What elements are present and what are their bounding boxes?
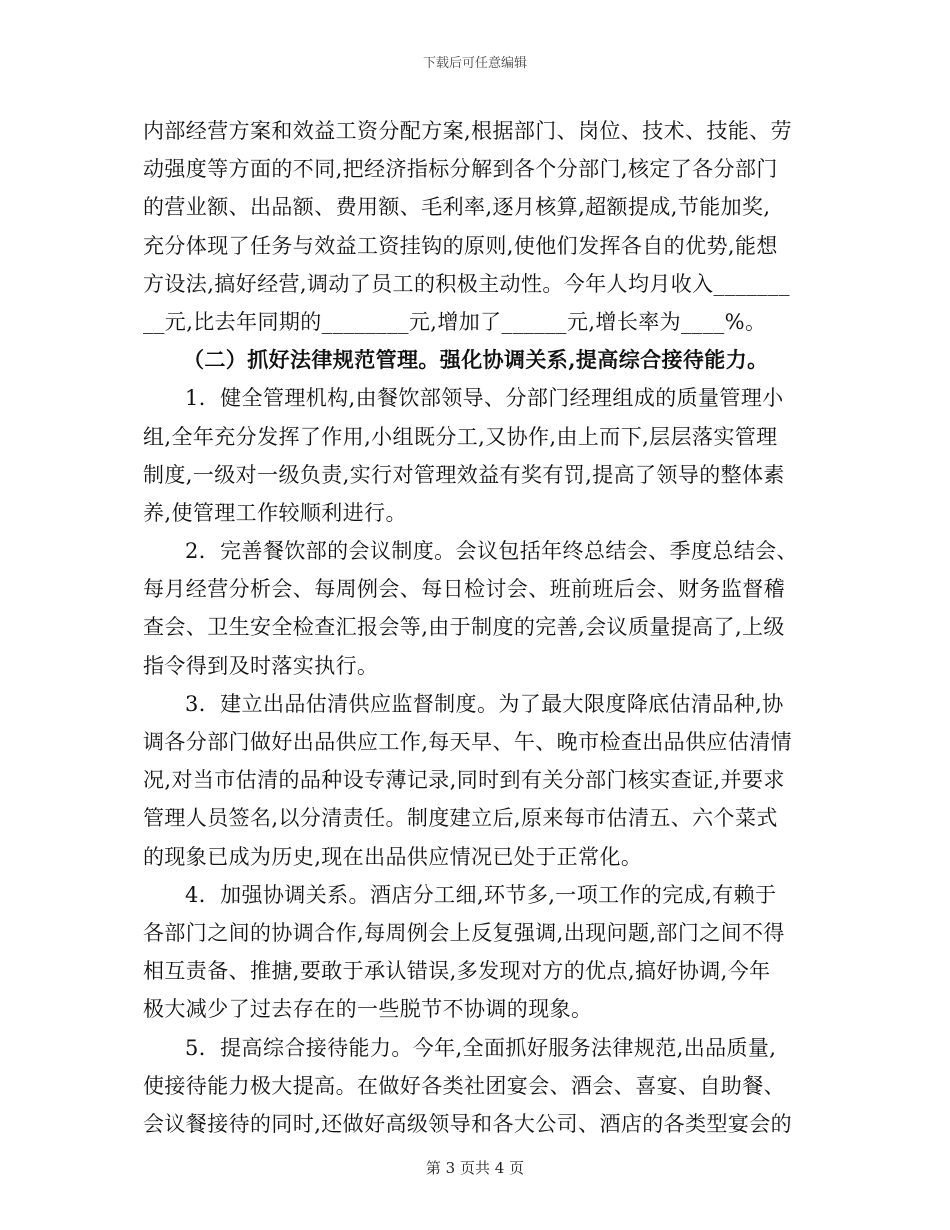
paragraph-line: 各部门之间的协调合作,每周例会上反复强调,出现问题,部门之间不得 [143, 920, 785, 945]
paragraph-line: 相互责备、推搪,要敢于承认错误,多发现对方的优点,搞好协调,今年 [143, 959, 771, 984]
paragraph-line: 组,全年充分发挥了作用,小组既分工,又协作,由上而下,层层落实管理 [143, 424, 778, 449]
paragraph-line: 内部经营方案和效益工资分配方案,根据部门、岗位、技术、技能、劳 [143, 119, 793, 143]
page-header-note: 下载后可任意编辑 [422, 56, 527, 71]
paragraph-line: 3．建立出品估清供应监督制度。为了最大限度降底估清品种,协 [185, 691, 784, 716]
paragraph-line: 制度,一级对一级负责,实行对管理效益有奖有罚,提高了领导的整体素 [143, 462, 785, 487]
paragraph-line: 的营业额、出品额、费用额、毛利率,逐月核算,超额提成,节能加奖, [143, 195, 771, 220]
paragraph-line: 极大减少了过去存在的一些脱节不协调的现象。 [143, 997, 593, 1022]
paragraph-line: 的现象已成为历史,现在出品供应情况已处于正常化。 [143, 844, 643, 869]
paragraph-line: 2．完善餐饮部的会议制度。会议包括年终总结会、季度总结会、 [185, 539, 798, 564]
paragraph-line: 会议餐接待的同时,还做好高级领导和各大公司、酒店的各类型宴会的 [143, 1111, 793, 1136]
page-number-footer: 第 3 页共 4 页 [425, 1159, 525, 1177]
paragraph-line: 况,对当市估清的品种设专薄记录,同时到有关分部门核实查证,并要求 [143, 768, 785, 793]
paragraph-line: 动强度等方面的不同,把经济指标分解到各个分部门,核定了各分部门 [143, 157, 778, 182]
paragraph-line: __元,比去年同期的________元,增加了______元,增长率为____%。 [143, 309, 767, 334]
section-heading: （二）抓好法律规范管理。强化协调关系,提高综合接待能力。 [183, 347, 769, 373]
paragraph-line: 查会、卫生安全检查汇报会等,由于制度的完善,会议质量提高了,上级 [143, 615, 785, 640]
paragraph-line: 养,使管理工作较顺利进行。 [143, 500, 407, 525]
paragraph-line: 方设法,搞好经营,调动了员工的积极主动性。今年人均月收入_______ [143, 271, 790, 296]
paragraph-line: 调各分部门做好出品供应工作,每天早、午、晚市检查出品供应估清情 [143, 730, 793, 754]
paragraph-line: 管理人员签名,以分清责任。制度建立后,原来每市估清五、六个菜式 [143, 806, 778, 831]
paragraph-line: 指令得到及时落实执行。 [143, 653, 379, 678]
paragraph-line: 4．加强协调关系。酒店分工细,环节多,一项工作的完成,有赖于 [185, 882, 777, 907]
document-body [143, 112, 803, 1143]
paragraph-line: 使接待能力极大提高。在做好各类社团宴会、酒会、喜宴、自助餐、 [143, 1073, 785, 1098]
paragraph-line: 充分体现了任务与效益工资挂钩的原则,使他们发挥各自的优势,能想 [143, 233, 778, 258]
paragraph-line: 5．提高综合接待能力。今年,全面抓好服务法律规范,出品质量, [185, 1035, 777, 1060]
paragraph-line: 每月经营分析会、每周例会、每日检讨会、班前班后会、财务监督稽 [143, 577, 785, 602]
paragraph-line: 1．健全管理机构,由餐饮部领导、分部门经理组成的质量管理小 [185, 386, 784, 411]
